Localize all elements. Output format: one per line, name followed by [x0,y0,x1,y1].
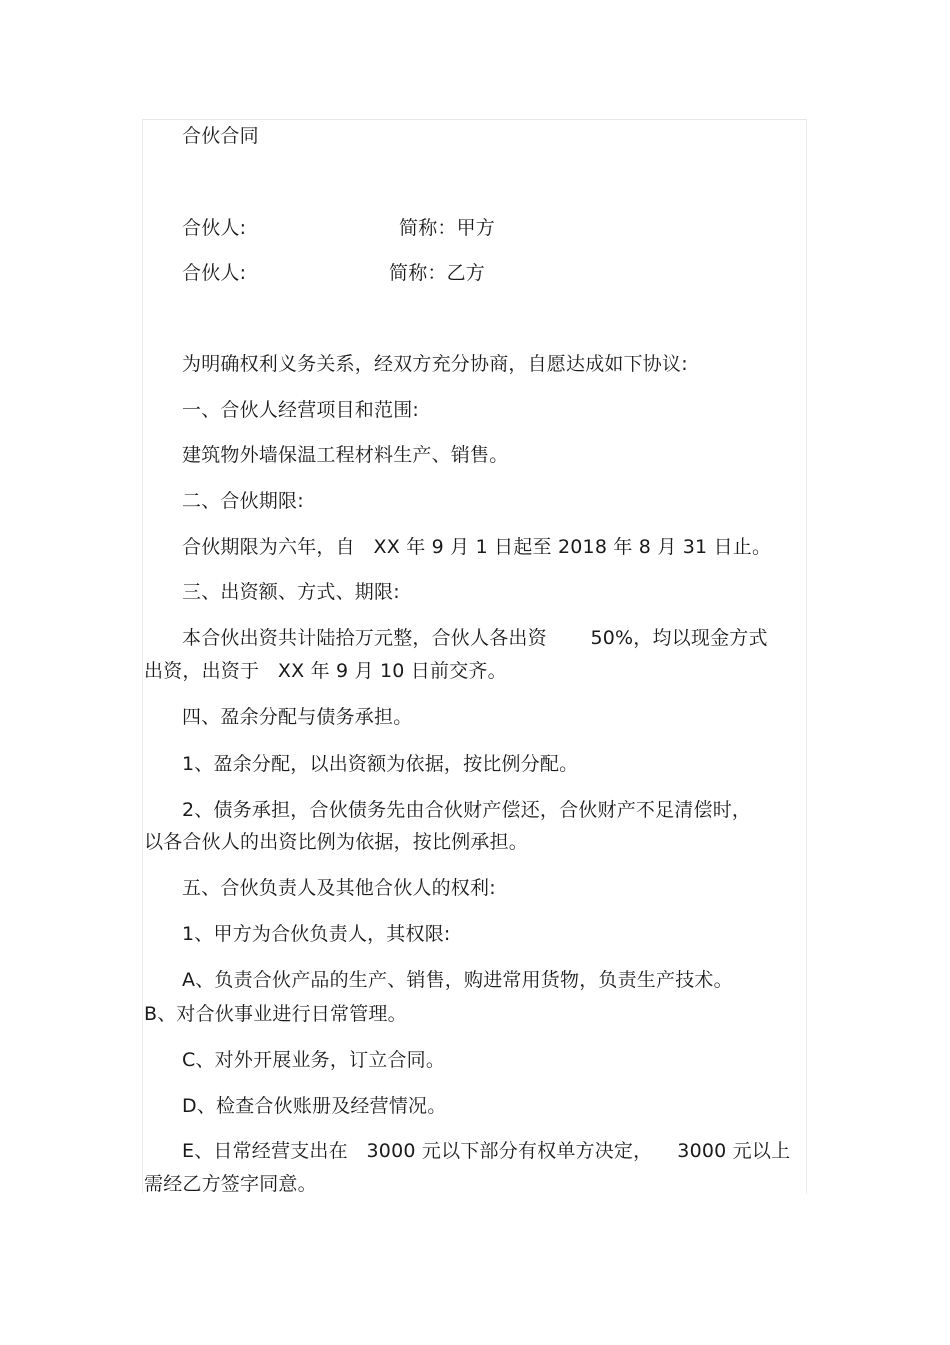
section-5-heading: 五、合伙负责人及其他合伙人的权利: [182,877,496,899]
partner-b-label: 合伙人: [182,262,247,284]
section-4-heading: 四、盈余分配与债务承担。 [182,706,413,728]
section-4-item-2-line-2: 以各合伙人的出资比例为依据，按比例承担。 [144,831,529,853]
section-5-item-e-line-1: E、日常经营支出在 3000 元以下部分有权单方决定， 3000 元以上 [182,1140,791,1162]
section-3-body-line-2: 出资，出资于 XX 年 9 月 10 日前交齐。 [144,660,507,682]
section-4-item-2-line-1: 2、债务承担，合伙债务先由合伙财产偿还，合伙财产不足清偿时， [182,799,752,821]
partner-a-abbreviation: 简称：甲方 [399,217,496,239]
section-4-item-1: 1、盈余分配，以出资额为依据，按比例分配。 [182,753,579,775]
partner-a-label: 合伙人: [182,217,247,239]
section-1-heading: 一、合伙人经营项目和范围: [182,399,420,421]
section-5-item-b: B、对合伙事业进行日常管理。 [144,1003,407,1025]
section-2-heading: 二、合伙期限: [182,490,304,512]
section-5-item-1: 1、甲方为合伙负责人，其权限: [182,923,451,945]
section-5-item-d: D、检查合伙账册及经营情况。 [182,1095,447,1117]
section-3-body-line-1: 本合伙出资共计陆拾万元整，合伙人各出资 50%，均以现金方式 [182,627,768,649]
section-3-heading: 三、出资额、方式、期限: [182,581,400,603]
intro-paragraph: 为明确权利义务关系，经双方充分协商，自愿达成如下协议: [182,353,688,375]
section-1-body: 建筑物外墙保温工程材料生产、销售。 [182,444,509,466]
section-2-body: 合伙期限为六年，自 XX 年 9 月 1 日起至 2018 年 8 月 31 日止。 [182,536,772,558]
section-5-item-c: C、对外开展业务，订立合同。 [182,1049,446,1071]
section-5-item-e-line-2: 需经乙方签字同意。 [144,1173,317,1195]
partner-b-abbreviation: 简称：乙方 [389,262,486,284]
section-5-item-a: A、负责合伙产品的生产、销售，购进常用货物，负责生产技术。 [182,969,733,991]
document-title: 合伙合同 [182,125,259,147]
